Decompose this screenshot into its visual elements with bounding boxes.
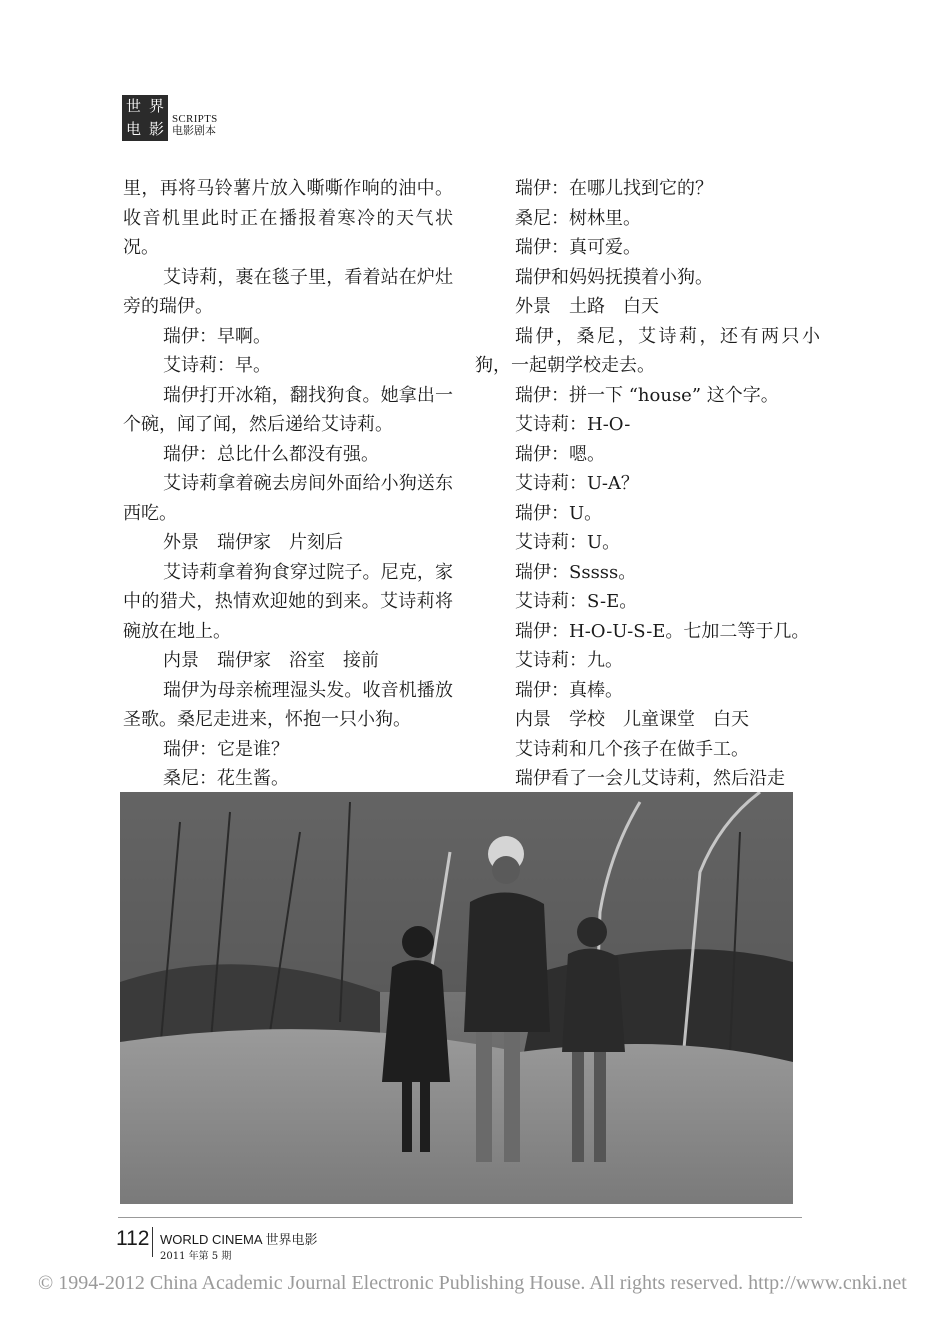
script-paragraph: 瑞伊：H-O-U-S-E。七加二等于几。 — [515, 620, 810, 642]
script-paragraph: 内景 学校 儿童课堂 白天 — [515, 709, 749, 730]
script-paragraph: 桑尼：树林里。 — [515, 207, 641, 229]
script-paragraph: 艾诗莉：H-O- — [515, 414, 631, 435]
script-paragraph: 瑞伊，桑尼，艾诗莉，还有两只小狗，一起朝学校走去。 — [475, 325, 820, 376]
script-paragraph: 瑞伊：Sssss。 — [515, 561, 637, 583]
script-paragraph: 瑞伊：U。 — [515, 502, 603, 524]
script-paragraph: 艾诗莉拿着狗食穿过院子。尼克，家中的猎犬，热情欢迎她的到来。艾诗莉将碗放在地上。 — [123, 561, 453, 642]
script-paragraph: 瑞伊：总比什么都没有强。 — [163, 443, 379, 465]
text-column-left — [123, 174, 453, 794]
page-number: 112 — [116, 1227, 150, 1250]
script-paragraph: 里，再将马铃薯片放入嘶嘶作响的油中。收音机里此时正在播报着寒冷的天气状况。 — [123, 178, 453, 258]
logo-char: 界 — [148, 97, 164, 115]
footer-issue: 2011 年第 5 期 — [160, 1251, 232, 1262]
logo-char: 世 — [125, 97, 141, 115]
script-paragraph: 艾诗莉，裹在毯子里，看着站在炉灶旁的瑞伊。 — [123, 266, 453, 317]
script-paragraph: 瑞伊打开冰箱，翻找狗食。她拿出一个碗，闻了闻，然后递给艾诗莉。 — [123, 384, 453, 435]
script-paragraph: 瑞伊：早啊。 — [163, 325, 271, 347]
footer-journal-title: WORLD CINEMA 世界电影 — [160, 1232, 318, 1247]
script-paragraph: 桑尼：花生酱。 — [163, 768, 289, 789]
script-paragraph: 瑞伊：真棒。 — [515, 679, 623, 701]
script-paragraph: 艾诗莉：U-A？ — [515, 473, 639, 494]
section-title-en: SCRIPTS — [172, 113, 218, 125]
logo-char: 电 — [125, 120, 141, 138]
journal-logo — [122, 95, 168, 141]
footer-divider — [152, 1227, 153, 1257]
script-paragraph: 外景 瑞伊家 片刻后 — [163, 532, 343, 553]
script-paragraph: 瑞伊为母亲梳理湿头发。收音机播放圣歌。桑尼走进来，怀抱一只小狗。 — [123, 679, 453, 730]
script-paragraph: 艾诗莉：早。 — [163, 355, 271, 376]
footer-rule — [118, 1217, 802, 1218]
script-paragraph: 瑞伊和妈妈抚摸着小狗。 — [515, 266, 713, 288]
copyright-notice: © 1994-2012 China Academic Journal Electronic Publishing House. All rights reserved. http://www.cnki.net — [38, 1272, 907, 1294]
section-header — [172, 113, 218, 137]
script-paragraph: 艾诗莉：U。 — [515, 532, 621, 553]
photo-illustration — [120, 792, 793, 1204]
script-paragraph: 瑞伊：嗯。 — [515, 443, 605, 465]
script-paragraph: 外景 土路 白天 — [515, 296, 659, 317]
script-paragraph: 瑞伊：真可爱。 — [515, 237, 641, 258]
script-paragraph: 瑞伊看了一会儿艾诗莉，然后沿走 — [515, 768, 785, 789]
script-paragraph: 瑞伊：拼一下 “house” 这个字。 — [515, 384, 779, 406]
film-still-photo — [120, 792, 793, 1204]
script-paragraph: 艾诗莉拿着碗去房间外面给小狗送东西吃。 — [123, 473, 453, 524]
script-paragraph: 艾诗莉：S-E。 — [515, 591, 638, 612]
text-column-right — [475, 174, 820, 794]
script-paragraph: 艾诗莉：九。 — [515, 650, 623, 671]
script-paragraph: 瑞伊：在哪儿找到它的？ — [515, 178, 713, 199]
script-paragraph: 艾诗莉和几个孩子在做手工。 — [515, 738, 749, 760]
section-title-zh: 电影剧本 — [172, 124, 216, 138]
script-paragraph: 内景 瑞伊家 浴室 接前 — [163, 650, 379, 671]
logo-char: 影 — [148, 120, 164, 138]
script-paragraph: 瑞伊：它是谁？ — [163, 738, 289, 760]
